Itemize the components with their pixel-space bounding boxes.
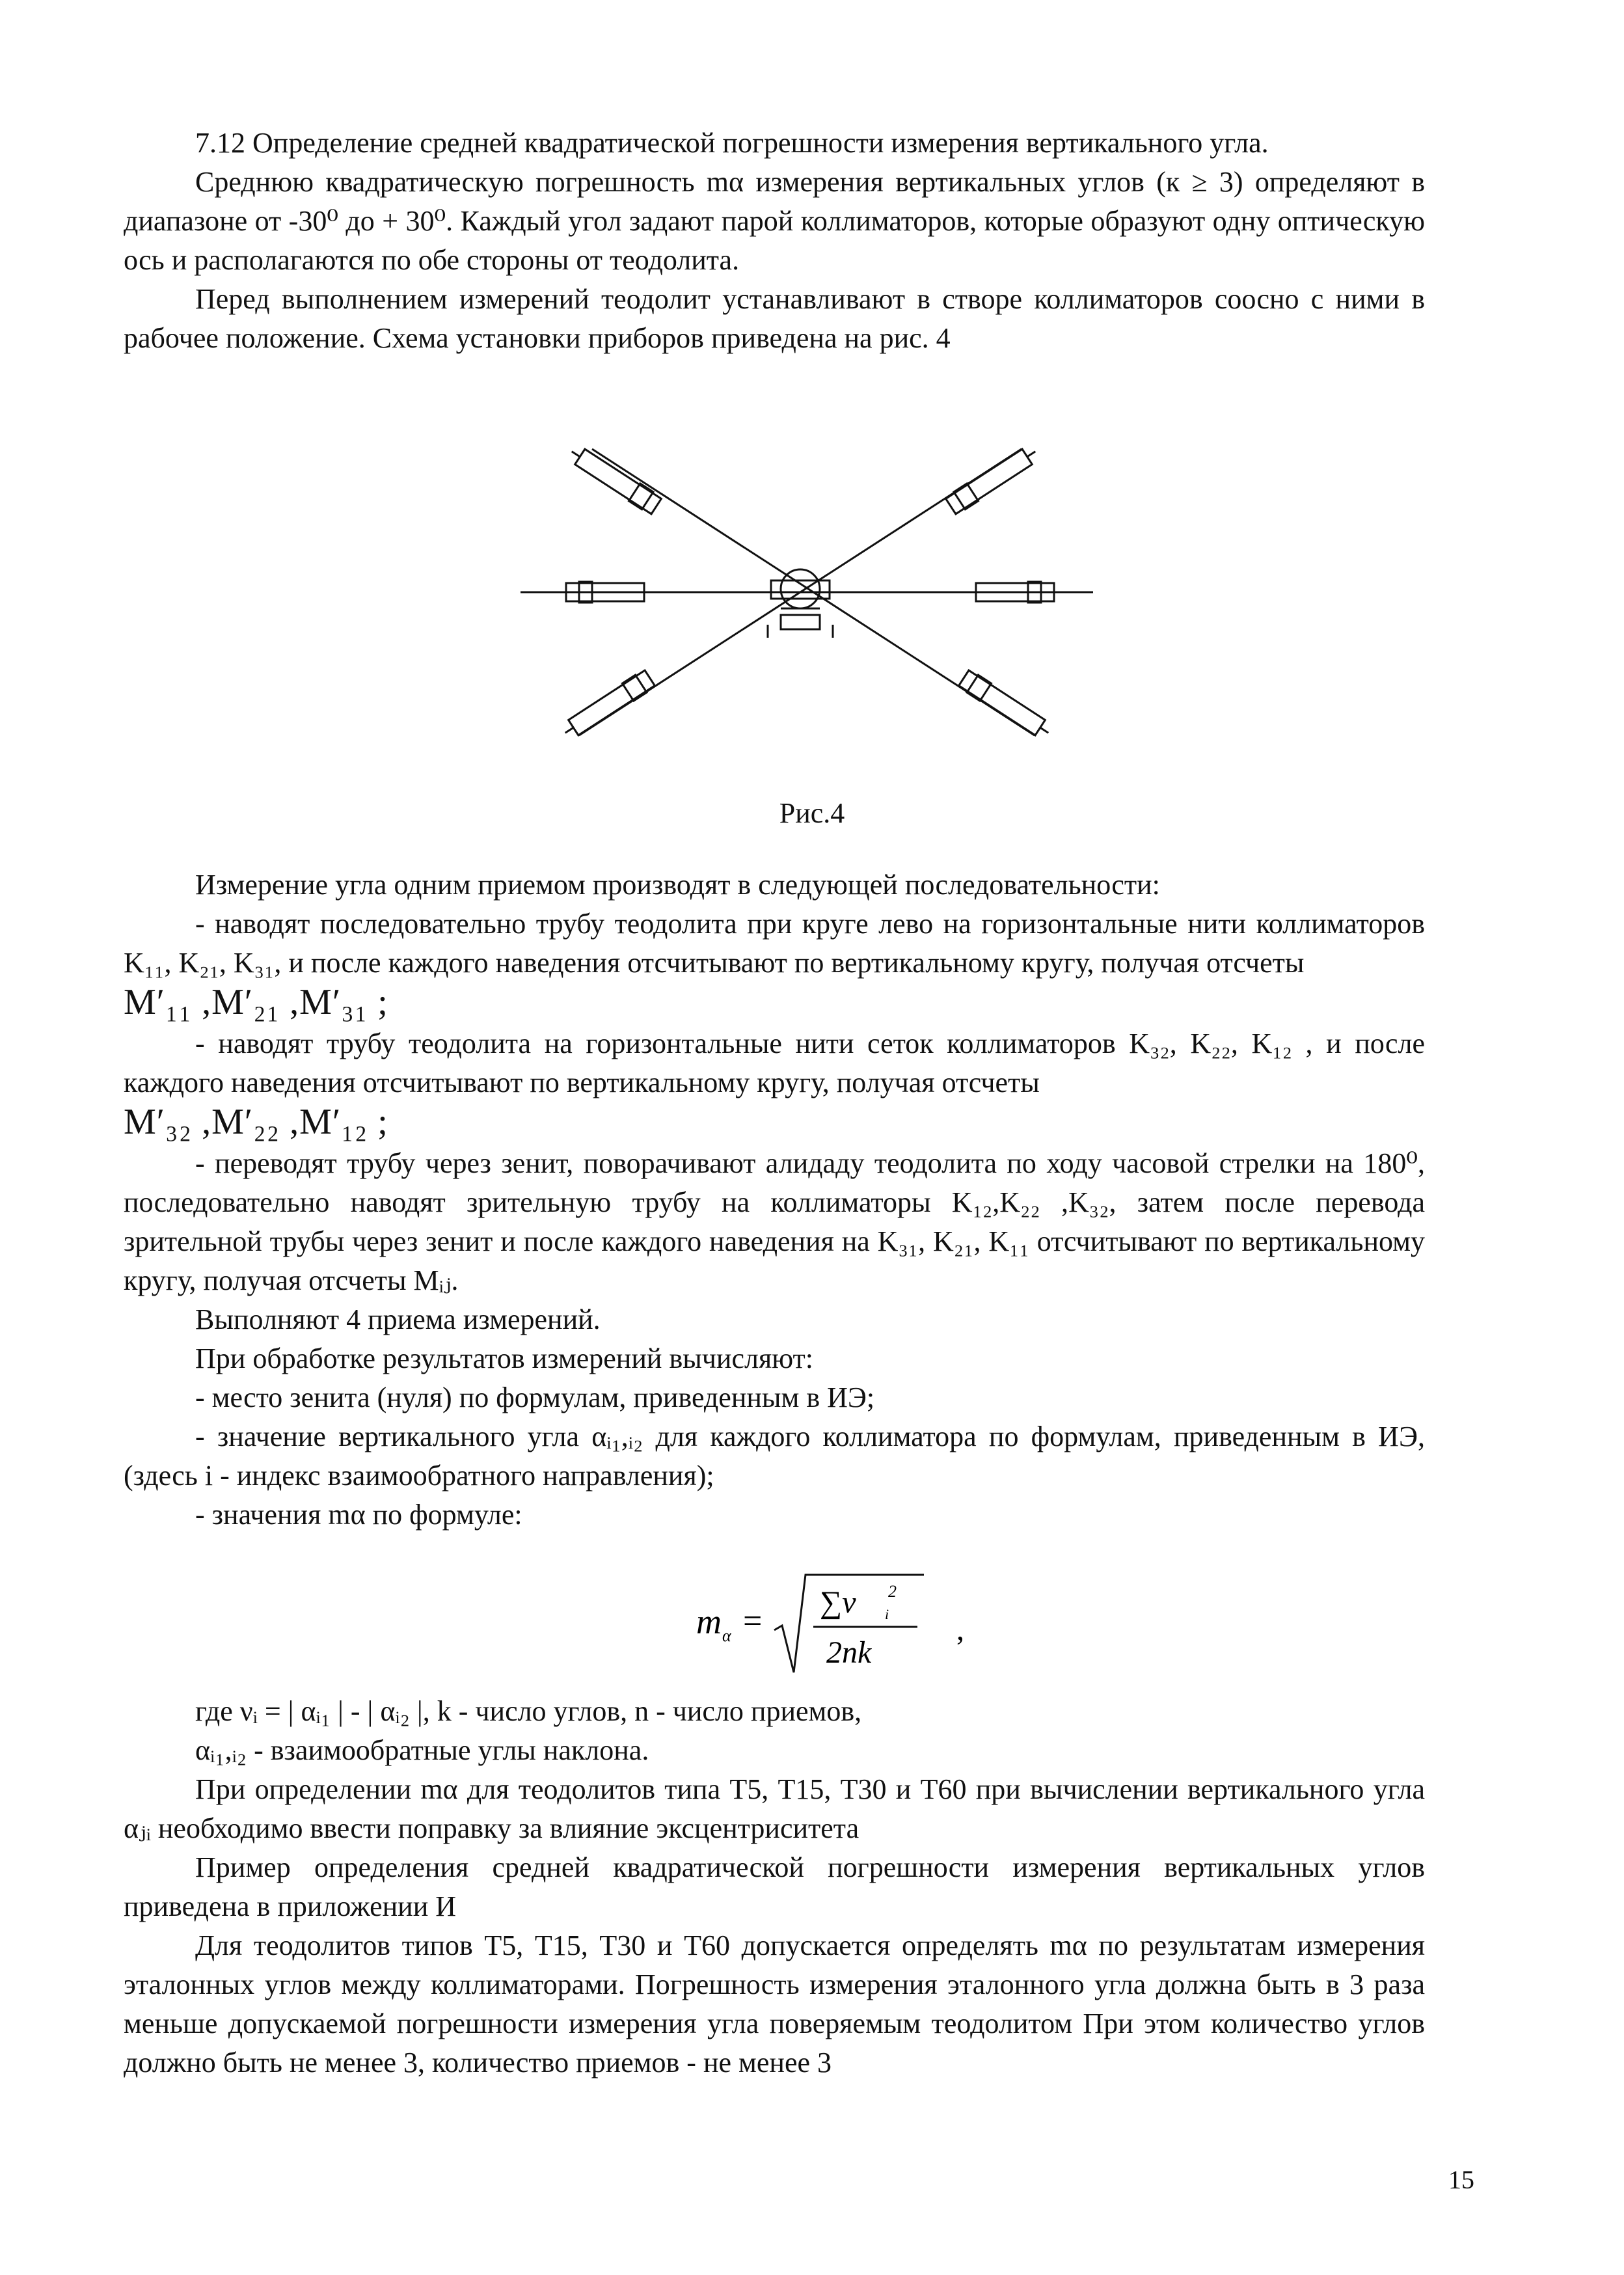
formula-numerator-sub: i xyxy=(885,1606,889,1622)
page-number: 15 xyxy=(1448,2165,1474,2194)
paragraph-reciprocal-angles: αᵢ₁,ᵢ₂ - взаимообратные углы наклона. xyxy=(195,1734,649,1766)
paragraph-processing: При обработке результатов измерений вычисляют: xyxy=(195,1342,813,1374)
paragraph-intro: Среднюю квадратическую погрешность mα измерения вертикальных углов (к ≥ 3) определяют в диапазоне от -30⁰ до + 30⁰. Каждый угол задают парой коллиматоров, которые образуют одну оптическую ось и располагаются по обе стороны от теодолита. xyxy=(124,166,1425,276)
section-heading: 7.12 Определение средней квадратической погрешности измерения вертикального угла. xyxy=(195,127,1269,159)
collimator-k12 xyxy=(945,443,1041,515)
paragraph-eccentricity: При определении mα для теодолитов типа Т5, Т15, Т30 и Т60 при вычислении вертикального угла αⱼᵢ необходимо ввести поправку за влияние эксцентриситета xyxy=(124,1773,1425,1844)
figure-caption: Рис.4 xyxy=(779,797,845,829)
calc-zenith: - место зенита (нуля) по формулам, приведенным в ИЭ; xyxy=(195,1382,875,1413)
formula-comma: , xyxy=(956,1613,964,1647)
readings-m11-m21-m31: M′₁₁ ,M′₂₁ ,M′₃₁ ; xyxy=(124,982,388,1022)
formula-denominator: 2nk xyxy=(826,1635,872,1670)
step-1-text: - наводят последовательно трубу теодолита при круге лево на горизонтальные нити коллиматоров K₁₁, K₂₁, K₃₁, и после каждого наведения отсчитывают по вертикальному кругу, получая отсчеты xyxy=(124,908,1425,979)
formula-m-alpha xyxy=(690,1568,1015,1679)
procedure-text-block xyxy=(124,865,1425,1534)
formula-lhs: m xyxy=(696,1602,722,1641)
collimator-k32 xyxy=(958,669,1054,741)
collimator-diagram xyxy=(508,429,1106,768)
formula-numerator-sup: 2 xyxy=(888,1582,897,1601)
lower-text-block xyxy=(124,1692,1425,2082)
svg-text:=: = xyxy=(743,1603,763,1640)
paragraph-where: где νᵢ = | αᵢ₁ | - | αᵢ₂ |, k - число углов, n - число приемов, xyxy=(195,1695,862,1727)
step-2-text: - наводят трубу теодолита на горизонтальные нити сеток коллиматоров K₃₂, K₂₂, K₁₂ , и после каждого наведения отсчитывают по вертикальному кругу, получая отсчеты xyxy=(124,1028,1425,1098)
paragraph-setup: Перед выполнением измерений теодолит устанавливают в створе коллиматоров соосно с ними в рабочее положение. Схема установки приборов приведена на рис. 4 xyxy=(124,283,1425,354)
theodolite-head xyxy=(781,569,820,608)
step-1-readings xyxy=(124,983,1425,1024)
formula-lhs-sub: α xyxy=(722,1626,731,1645)
readings-m32-m22-m12: M′₃₂ ,M′₂₂ ,M′₁₂ ; xyxy=(124,1102,388,1142)
theodolite-base xyxy=(781,615,820,629)
calc-m-alpha: - значения mα по формуле: xyxy=(195,1499,522,1531)
collimator-k31 xyxy=(560,669,655,741)
formula-numerator: ∑ν xyxy=(820,1585,856,1620)
step-3-text: - переводят трубу через зенит, поворачивают алидаду теодолита по ходу часовой стрелки на 180⁰, последовательно наводят зрительную трубу на коллиматоры K₁₂,K₂₂ ,K₃₂, затем после перевода зрительной трубы через зенит и после каждого наведения на K₃₁, K₂₁, K₁₁ отсчитывают по вертикальному кругу, получая отсчеты Mᵢⱼ. xyxy=(124,1147,1425,1296)
paragraph-reference-angles: Для теодолитов типов Т5, Т15, Т30 и Т60 допускается определять mα по результатам измерения эталонных углов между коллиматорами. Погрешность измерения эталонного угла должна быть в 3 раза меньше допускаемой погрешности измерения угла поверяемым теодолитом При этом количество углов должно быть не менее 3, количество приемов - не менее 3 xyxy=(124,1929,1425,2078)
paragraph-example: Пример определения средней квадратической погрешности измерения вертикальных углов приведена в приложении И xyxy=(124,1851,1425,1922)
paragraph-receptions: Выполняют 4 приема измерений. xyxy=(195,1303,601,1335)
paragraph-sequence: Измерение угла одним приемом производят в следующей последовательности: xyxy=(195,869,1160,901)
collimator-k11 xyxy=(566,443,662,515)
step-2-readings xyxy=(124,1102,1425,1144)
calc-vertical-angle: - значение вертикального угла αᵢ₁,ᵢ₂ для каждого коллиматора по формулам, приведенным в ИЭ, (здесь i - индекс взаимообратного направления); xyxy=(124,1421,1425,1492)
top-text-block xyxy=(124,124,1425,358)
